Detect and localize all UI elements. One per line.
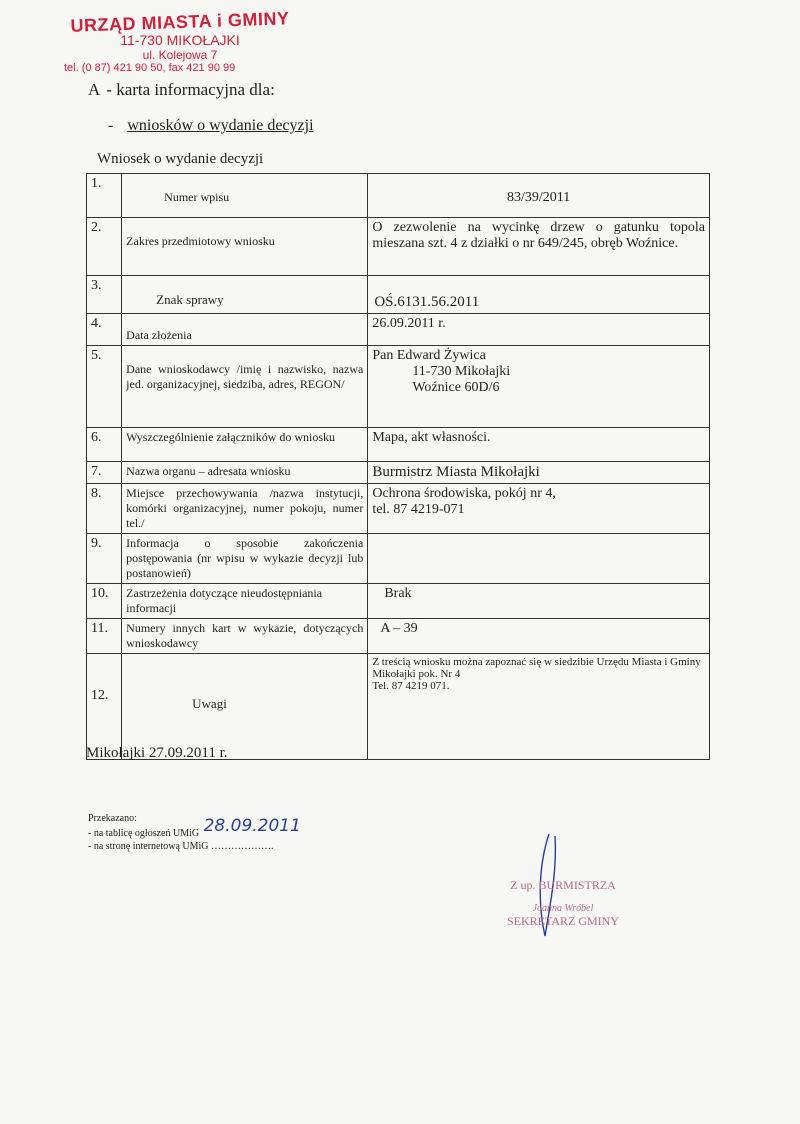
row-value-text: OŚ.6131.56.2011 xyxy=(374,294,480,310)
table-row xyxy=(87,314,710,346)
table-row xyxy=(87,174,710,218)
table-row xyxy=(87,428,710,462)
row-label-text: Data złożenia xyxy=(126,328,192,342)
storage-phone: tel. 87 4219-071 xyxy=(372,502,465,517)
row-number: 4. xyxy=(87,314,122,346)
table-caption-text: Wniosek o wydanie decyzji xyxy=(97,151,264,167)
handover-title: Przekazano: xyxy=(88,813,137,824)
table-row xyxy=(87,584,710,619)
stamp-line-1: URZĄD MIASTA i GMINY xyxy=(70,8,290,36)
table-row xyxy=(87,462,710,484)
row-value-text: Burmistrz Miasta Mikołajki xyxy=(372,464,540,480)
row-label xyxy=(122,584,368,619)
stamp-line-4: tel. (0 87) 421 90 50, fax 421 90 99 xyxy=(64,62,236,74)
handover-note xyxy=(88,812,301,853)
row-value xyxy=(368,619,710,654)
row-value xyxy=(368,218,710,276)
row-label xyxy=(122,174,368,218)
table-row xyxy=(87,619,710,654)
row-number-text: 12. xyxy=(91,688,109,703)
signature-name: Joanna Wróbel xyxy=(532,903,594,914)
row-number xyxy=(87,654,122,760)
row-number: 3. xyxy=(87,276,122,314)
row-number: 7. xyxy=(87,462,122,484)
row-value-text: Brak xyxy=(384,586,412,601)
row-label xyxy=(122,654,368,760)
row-label-text: Zastrzeżenia dotyczące nieudostępniania informacji xyxy=(126,586,323,615)
row-label xyxy=(122,619,368,654)
information-card-table xyxy=(86,173,710,760)
place-and-date xyxy=(86,745,228,762)
row-label-text: Nazwa organu – adresata wniosku xyxy=(126,464,291,478)
table-row xyxy=(87,276,710,314)
card-heading xyxy=(88,80,275,100)
remarks-line-2: Tel. 87 4219 071. xyxy=(372,680,450,692)
row-number: 8. xyxy=(87,484,122,534)
signature-line-1: Z up. BURMISTRZA xyxy=(510,878,616,892)
row-number: 11. xyxy=(87,619,122,654)
list-dash: - xyxy=(108,117,114,134)
row-value xyxy=(368,314,710,346)
card-heading-text: - karta informacyjna dla: xyxy=(106,80,275,99)
applicant-name: Pan Edward Żywica xyxy=(372,348,486,363)
table-row xyxy=(87,484,710,534)
table-row xyxy=(87,346,710,428)
row-label-text: Dane wnioskodawcy /imię i nazwisko, nazwa jed. organizacyjnej, siedziba, adres, REGON/ xyxy=(126,362,364,391)
row-label-text: Znak sprawy xyxy=(156,292,224,307)
row-label xyxy=(122,484,368,534)
row-value xyxy=(368,584,710,619)
row-label xyxy=(122,218,368,276)
row-label xyxy=(122,276,368,314)
row-value xyxy=(368,276,710,314)
row-value xyxy=(368,534,710,584)
row-value-text: 83/39/2011 xyxy=(507,190,571,205)
row-number: 2. xyxy=(87,218,122,276)
handwritten-date: 28.09.2011 xyxy=(203,816,301,836)
row-label-text: Zakres przedmiotowy wniosku xyxy=(126,234,275,248)
stamp-line-2: 11-730 MIKOŁAJKI xyxy=(120,32,240,48)
row-label xyxy=(122,346,368,428)
row-value xyxy=(368,174,710,218)
row-label-text: Numery innych kart w wykazie, dotyczących wnioskodawcy xyxy=(126,621,364,650)
row-number: 1. xyxy=(87,174,122,218)
row-value-text: A – 39 xyxy=(380,621,418,636)
signature-line-2: SEKRETARZ GMINY xyxy=(506,914,620,928)
applicant-address: Woźnice 60D/6 xyxy=(412,380,500,395)
row-label xyxy=(122,314,368,346)
row-label-text: Wyszczególnienie załączników do wniosku xyxy=(126,430,336,444)
row-value xyxy=(368,428,710,462)
row-label xyxy=(122,534,368,584)
list-item-text: wniosków o wydanie decyzji xyxy=(127,117,314,134)
table-row xyxy=(87,654,710,760)
row-label-text: Uwagi xyxy=(192,696,227,711)
place-and-date-text: Mikołajki 27.09.2011 r. xyxy=(86,745,228,761)
row-label-text: Miejsce przechowywania /nazwa instytucji, komórki organizacyjnej, numer pokoju, numer tel./ xyxy=(126,486,364,530)
row-number: 5. xyxy=(87,346,122,428)
table-row xyxy=(87,534,710,584)
table-row xyxy=(87,218,710,276)
signature-stamp xyxy=(478,878,648,929)
list-item xyxy=(108,117,314,135)
row-value xyxy=(368,654,710,760)
remarks-line-1: Z treścią wniosku można zapoznać się w siedzibie Urzędu Miasta i Gminy Mikołajki pok. Nr 4 xyxy=(372,656,701,680)
row-label-text: Numer wpisu xyxy=(164,190,230,204)
storage-location: Ochrona środowiska, pokój nr 4, xyxy=(372,486,556,501)
row-value xyxy=(368,462,710,484)
row-value-text: Mapa, akt własności. xyxy=(372,430,491,445)
card-letter: A xyxy=(88,80,101,99)
office-stamp xyxy=(60,8,300,74)
row-label xyxy=(122,462,368,484)
row-value-text: O zezwolenie na wycinkę drzew o gatunku topola mieszana szt. 4 z działki o nr 649/245, obręb Woźnice. xyxy=(372,220,705,251)
row-label-text: Informacja o sposobie zakończenia postępowania (nr wpisu w wykazie decyzji lub postanowień) xyxy=(126,536,364,580)
row-value xyxy=(368,346,710,428)
row-number: 10. xyxy=(87,584,122,619)
row-number: 6. xyxy=(87,428,122,462)
row-label xyxy=(122,428,368,462)
handover-notice-board-text: - na tablicę ogłoszeń UMiG xyxy=(88,828,200,839)
stamp-line-3: ul. Kolejowa 7 xyxy=(142,48,218,62)
row-value xyxy=(368,484,710,534)
row-number: 9. xyxy=(87,534,122,584)
row-value-text: 26.09.2011 r. xyxy=(372,316,446,331)
applicant-postcode: 11-730 Mikołajki xyxy=(412,364,511,379)
table-caption xyxy=(97,151,263,168)
handover-line-website: - na stronę internetową UMiG ………………. xyxy=(88,841,274,852)
